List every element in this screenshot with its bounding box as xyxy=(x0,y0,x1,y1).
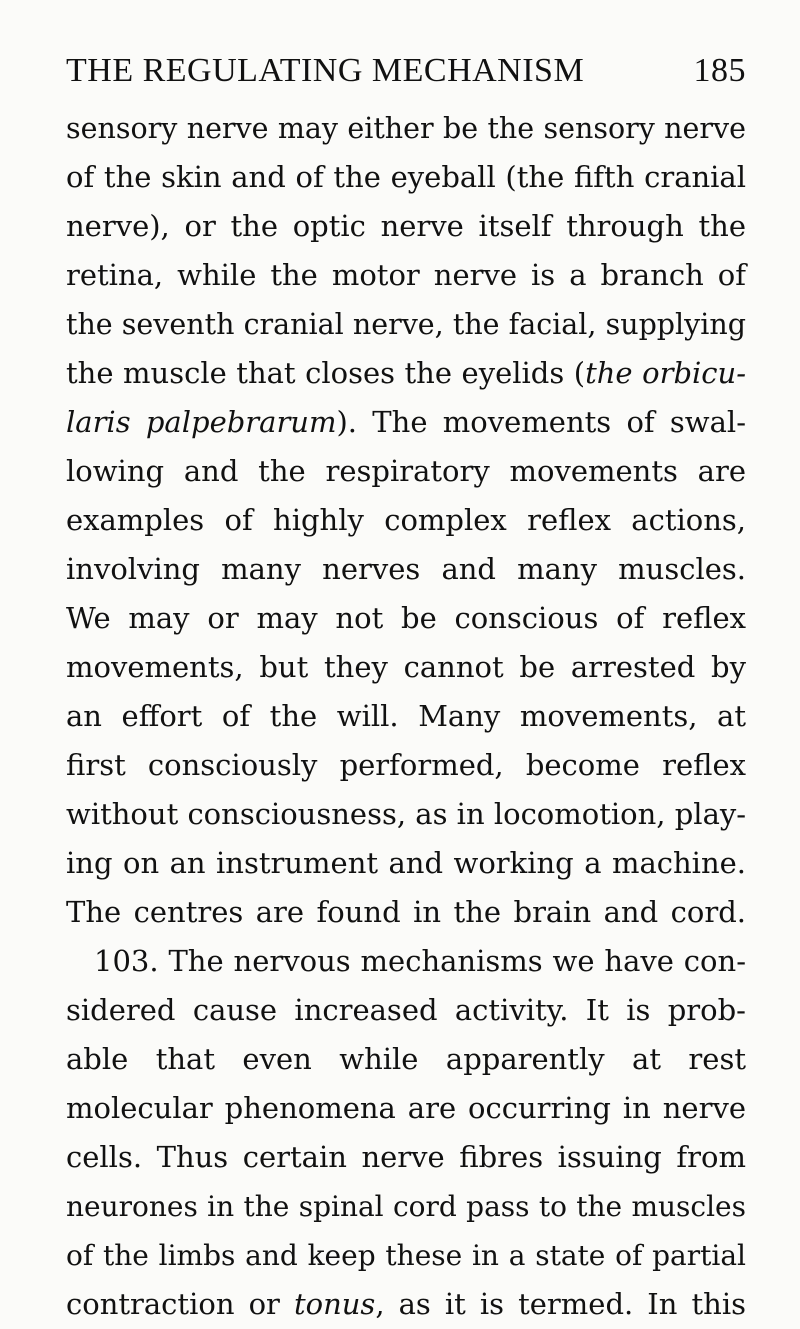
text-segment: The centres are found in the brain and cord. xyxy=(66,895,746,929)
text-segment: , as it is termed. In this xyxy=(375,1287,746,1321)
body-text xyxy=(66,104,746,1329)
text-segment: involving many nerves and many muscles. xyxy=(66,552,746,586)
running-head xyxy=(66,52,746,90)
italic-text-segment: the orbicu- xyxy=(585,356,746,390)
text-segment: an effort of the will. Many movements, at xyxy=(66,699,746,733)
text-line xyxy=(66,398,746,447)
text-segment: molecular phenomena are occurring in nerve xyxy=(66,1091,746,1125)
text-segment: ). The movements of swal- xyxy=(336,405,746,439)
text-line xyxy=(66,888,746,937)
text-segment: sensory nerve may either be the sensory nerve xyxy=(66,112,746,145)
text-segment: of the skin and of the eyeball (the fifth cranial xyxy=(66,160,746,194)
text-line xyxy=(66,349,746,398)
text-line xyxy=(66,300,746,349)
text-line xyxy=(66,496,746,545)
text-line xyxy=(66,153,746,202)
text-segment: We may or may not be conscious of reflex xyxy=(66,601,746,635)
text-segment: 103. The nervous mechanisms we have con- xyxy=(94,944,746,978)
text-segment: of the limbs and keep these in a state of partial xyxy=(66,1239,746,1272)
italic-text-segment: tonus xyxy=(293,1287,376,1321)
text-line xyxy=(66,1231,746,1280)
text-line xyxy=(66,1084,746,1133)
text-line xyxy=(66,692,746,741)
page-number: 185 xyxy=(693,52,746,89)
text-segment: the seventh cranial nerve, the facial, supplying xyxy=(66,308,746,341)
text-segment: contraction or xyxy=(66,1287,294,1321)
text-segment: examples of highly complex reflex actions, xyxy=(66,503,746,537)
text-line xyxy=(66,1280,746,1329)
italic-text-segment: laris palpebrarum xyxy=(66,405,337,439)
text-segment: retina, while the motor nerve is a branch of xyxy=(66,258,746,292)
text-line xyxy=(66,937,746,986)
text-line xyxy=(66,251,746,300)
text-line xyxy=(66,1182,746,1231)
text-line xyxy=(66,741,746,790)
text-segment: lowing and the respiratory movements are xyxy=(66,454,746,488)
text-segment: nerve), or the optic nerve itself through the xyxy=(66,209,746,243)
text-segment: neurones in the spinal cord pass to the muscles xyxy=(66,1190,746,1223)
text-segment: cells. Thus certain nerve fibres issuing from xyxy=(66,1140,746,1174)
text-line xyxy=(66,1133,746,1182)
text-line xyxy=(66,643,746,692)
text-line xyxy=(66,839,746,888)
text-line xyxy=(66,202,746,251)
text-line xyxy=(66,545,746,594)
text-line xyxy=(66,1035,746,1084)
text-segment: ing on an instrument and working a machine. xyxy=(66,846,746,880)
text-line xyxy=(66,594,746,643)
text-segment: sidered cause increased activity. It is prob- xyxy=(66,993,746,1027)
text-line xyxy=(66,447,746,496)
text-segment: first consciously performed, become reflex xyxy=(66,748,746,782)
text-segment: the muscle that closes the eyelids ( xyxy=(66,356,586,390)
text-segment: able that even while apparently at rest xyxy=(66,1042,746,1076)
text-line xyxy=(66,104,746,153)
running-head-title: THE REGULATING MECHANISM xyxy=(66,52,585,89)
text-segment: without consciousness, as in locomotion, play- xyxy=(66,797,747,831)
text-line xyxy=(66,790,746,839)
text-segment: movements, but they cannot be arrested by xyxy=(66,650,746,684)
text-line xyxy=(66,986,746,1035)
